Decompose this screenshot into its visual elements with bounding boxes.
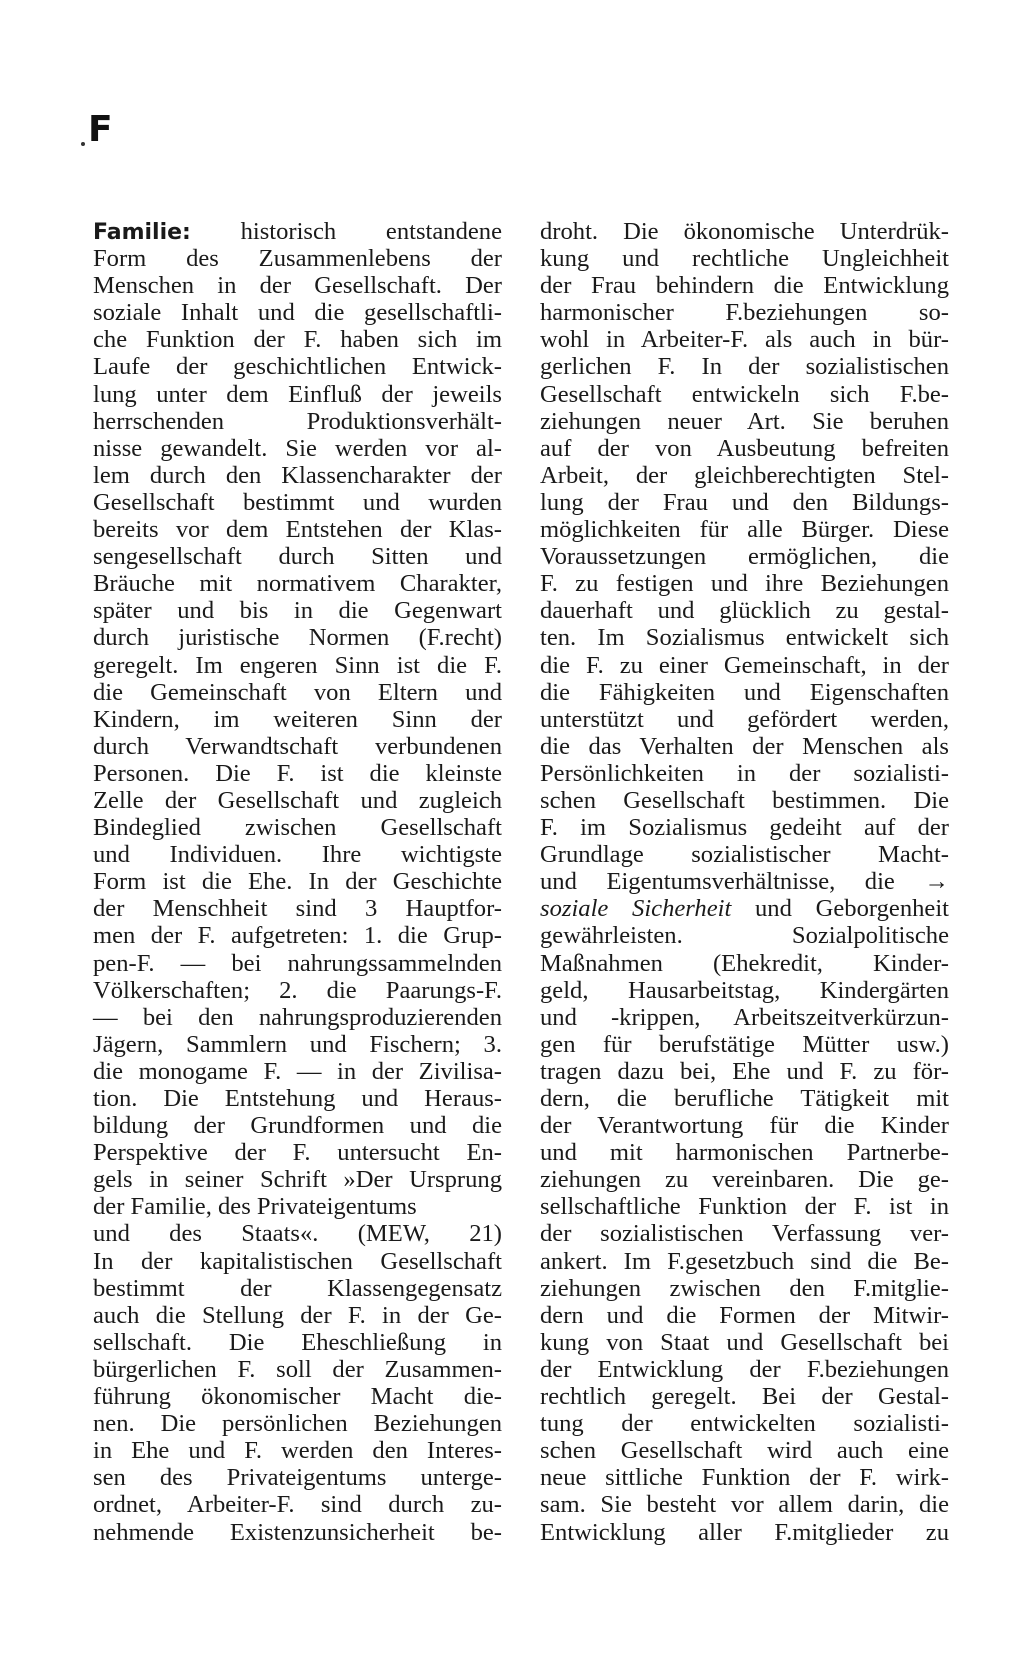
first-line-text: historisch entstandene [240, 218, 502, 245]
first-line [93, 218, 502, 245]
text-line: die F. zu einer Gemeinschaft, in der [540, 651, 949, 679]
text-line: harmonischer F.beziehungen so- [540, 299, 949, 327]
text-line: dern und die Formen der Mitwir- [540, 1301, 949, 1329]
text-line: gewährleisten. Sozialpolitische [540, 922, 949, 950]
text-line: bereits vor dem Entstehen der Klas- [93, 516, 502, 544]
text-line: Persönlichkeiten in der sozialisti- [540, 759, 949, 787]
text-line: auf der von Ausbeutung befreiten [540, 434, 949, 462]
text-line: nehmende Existenzunsicherheit be- [93, 1518, 502, 1546]
headword: Familie: [93, 220, 191, 245]
cross-reference-rest: und Geborgenheit [755, 895, 949, 923]
text-line: Völkerschaften; 2. die Paarungs-F. [93, 976, 502, 1004]
text-line: der Verantwortung für die Kinder [540, 1112, 949, 1140]
text-line: nen. Die persönlichen Beziehungen [93, 1410, 502, 1438]
text-line: und Individuen. Ihre wichtigste [93, 841, 502, 869]
text-line: Arbeit, der gleichberechtigten Stel- [540, 461, 949, 489]
text-line: Personen. Die F. ist die kleinste [93, 759, 502, 787]
text-line: neue sittliche Funktion der F. wirk- [540, 1464, 949, 1492]
text-line: Gesellschaft bestimmt und wurden [93, 488, 502, 516]
text-line: gels in seiner Schrift »Der Ursprung [93, 1166, 502, 1194]
text-line: der Frau behindern die Entwicklung [540, 272, 949, 300]
text-line: und Eigentumsverhältnisse, die → [540, 868, 949, 896]
text-line: schen Gesellschaft wird auch eine [540, 1437, 949, 1465]
text-line: Entwicklung aller F.mitglieder zu [540, 1518, 949, 1546]
text-line: tion. Die Entstehung und Heraus- [93, 1085, 502, 1112]
text-line: sellschaft. Die Eheschließung in [93, 1328, 502, 1356]
text-line: der Familie, des Privateigentums [93, 1193, 417, 1221]
right-column-lines-after [540, 922, 949, 1545]
left-column-lines [93, 245, 502, 1546]
text-line: schen Gesellschaft bestimmen. Die [540, 786, 949, 814]
text-line: sengesellschaft durch Sitten und [93, 543, 502, 571]
text-line: droht. Die ökonomische Unterdrük- [540, 218, 949, 245]
text-line: sellschaftliche Funktion der F. ist in [540, 1193, 949, 1221]
text-line: Gesellschaft entwickeln sich F.be- [540, 380, 949, 408]
text-line: Grundlage sozialistischer Macht- [540, 841, 949, 869]
text-line: Zelle der Gesellschaft und zugleich [93, 786, 502, 814]
text-line: durch juristische Normen (F.recht) [93, 624, 502, 652]
text-line: lem durch den Klassencharakter der [93, 461, 502, 489]
text-line: ziehungen zu vereinbaren. Die ge- [540, 1166, 949, 1194]
text-line: bestimmt der Klassengegensatz [93, 1274, 502, 1302]
text-line: ordnet, Arbeiter-F. sind durch zu- [93, 1491, 502, 1519]
text-line: ankert. Im F.gesetzbuch sind die Be- [540, 1247, 949, 1275]
text-line: dern, die berufliche Tätigkeit mit [540, 1085, 949, 1112]
text-line: der Menschheit sind 3 Hauptfor- [93, 895, 502, 923]
text-line: die das Verhalten der Menschen als [540, 732, 949, 760]
text-line: — bei den nahrungsproduzierenden [93, 1003, 502, 1031]
text-line: gen für berufstätige Mütter usw.) [540, 1030, 949, 1058]
text-line: später und bis in die Gegenwart [93, 597, 502, 625]
text-line: gerlichen F. In der sozialistischen [540, 353, 949, 381]
text-line: kung und rechtliche Ungleichheit [540, 245, 949, 273]
text-line: unterstützt und gefördert werden, [540, 705, 949, 733]
text-line: geld, Hausarbeitstag, Kindergärten [540, 976, 949, 1004]
text-line: nisse gewandelt. Sie werden vor al- [93, 434, 502, 462]
text-line: möglichkeiten für alle Bürger. Diese [540, 516, 949, 544]
text-line: der Entwicklung der F.beziehungen [540, 1355, 949, 1383]
text-line: tung der entwickelten sozialisti- [540, 1410, 949, 1438]
text-line: soziale Inhalt und die gesellschaftli- [93, 299, 502, 327]
text-line: Bindeglied zwischen Gesellschaft [93, 814, 502, 842]
text-line: die monogame F. — in der Zivilisa- [93, 1057, 502, 1085]
text-line: sen des Privateigentums unterge- [93, 1464, 502, 1492]
text-line: Form des Zusammenlebens der [93, 245, 502, 273]
text-line: kung von Staat und Gesellschaft bei [540, 1328, 949, 1356]
text-line: Voraussetzungen ermöglichen, die [540, 543, 949, 571]
text-line: geregelt. Im engeren Sinn ist die F. [93, 651, 502, 679]
text-line: Form ist die Ehe. In der Geschichte [93, 868, 502, 896]
text-line: Maßnahmen (Ehekredit, Kinder- [540, 949, 949, 977]
text-line: auch die Stellung der F. in der Ge- [93, 1301, 502, 1329]
text-line: führung ökonomischer Macht die- [93, 1383, 502, 1411]
text-line: tragen dazu bei, Ehe und F. zu för- [540, 1057, 949, 1085]
right-column-lines-before [540, 218, 949, 895]
text-line: bildung der Grundformen und die [93, 1112, 502, 1140]
text-line: der sozialistischen Verfassung ver- [540, 1220, 949, 1248]
text-line: Laufe der geschichtlichen Entwick- [93, 353, 502, 381]
text-line: bürgerlichen F. soll der Zusammen- [93, 1355, 502, 1383]
text-line: sam. Sie besteht vor allem darin, die [540, 1491, 949, 1519]
text-line: ten. Im Sozialismus entwickelt sich [540, 624, 949, 652]
right-column [540, 218, 949, 1546]
text-line: Menschen in der Gesellschaft. Der [93, 272, 502, 300]
text-line: herrschenden Produktionsverhält- [93, 407, 502, 435]
text-line: F. zu festigen und ihre Beziehungen [540, 570, 949, 598]
text-line: in Ehe und F. werden den Interes- [93, 1437, 502, 1465]
text-line: Jägern, Sammlern und Fischern; 3. [93, 1030, 502, 1058]
text-line: durch Verwandtschaft verbundenen [93, 732, 502, 760]
text-line: die Gemeinschaft von Eltern und [93, 678, 502, 706]
text-line: che Funktion der F. haben sich im [93, 326, 502, 354]
margin-dot [81, 142, 85, 146]
text-line: F. im Sozialismus gedeiht auf der [540, 814, 949, 842]
text-line: Bräuche mit normativem Charakter, [93, 570, 502, 598]
cross-reference-term[interactable]: soziale Sicherheit [540, 895, 732, 923]
section-letter: F [88, 109, 113, 150]
text-line: dauerhaft und glücklich zu gestal- [540, 597, 949, 625]
text-line: rechtlich geregelt. Bei der Gestal- [540, 1383, 949, 1411]
text-line: die Fähigkeiten und Eigenschaften [540, 678, 949, 706]
text-line: pen-F. — bei nahrungssammelnden [93, 949, 502, 977]
text-line: ziehungen neuer Art. Sie beruhen [540, 407, 949, 435]
text-line: Perspektive der F. untersucht En- [93, 1139, 502, 1167]
text-line: wohl in Arbeiter-F. als auch in bür- [540, 326, 949, 354]
text-line: und mit harmonischen Partnerbe- [540, 1139, 949, 1167]
text-line: lung der Frau und den Bildungs- [540, 488, 949, 516]
left-column [93, 218, 502, 1546]
text-line: und -krippen, Arbeitszeitverkürzun- [540, 1003, 949, 1031]
text-line: lung unter dem Einfluß der jeweils [93, 380, 502, 408]
text-line: Kindern, im weiteren Sinn der [93, 705, 502, 733]
text-line: ziehungen zwischen den F.mitglie- [540, 1274, 949, 1302]
cross-reference-line [540, 895, 949, 922]
text-line: und des Staats«. (MEW, 21) [93, 1220, 502, 1248]
text-line: men der F. aufgetreten: 1. die Grup- [93, 922, 502, 950]
text-line: In der kapitalistischen Gesellschaft [93, 1247, 502, 1275]
